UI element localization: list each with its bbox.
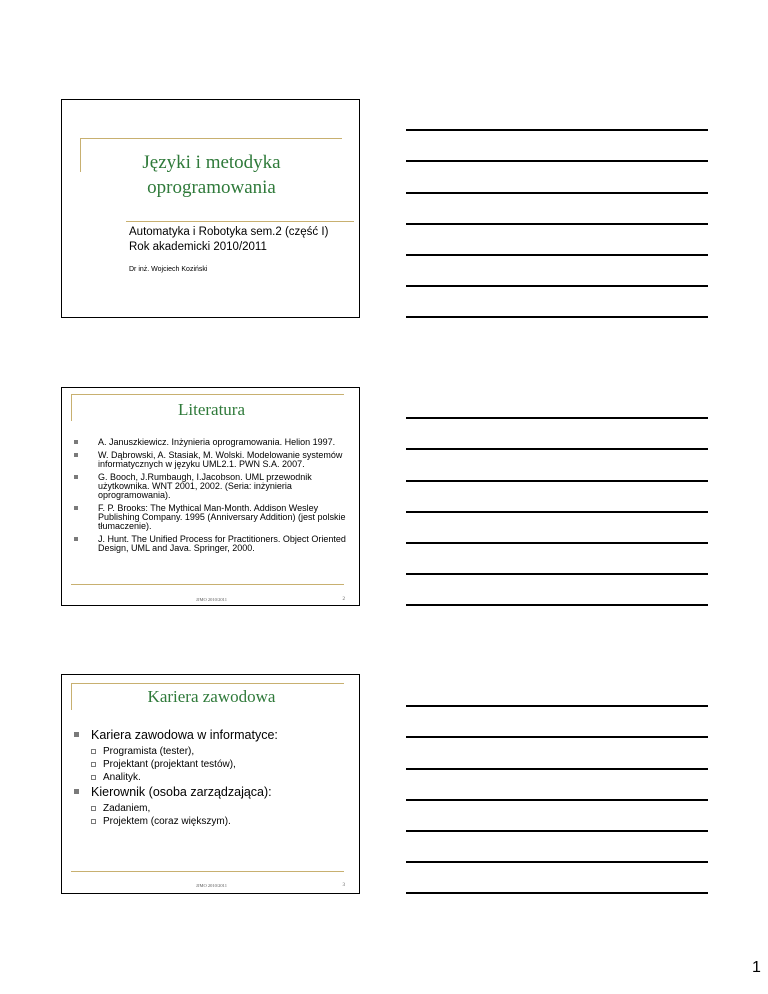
- sub-list-item-text: Programista (tester),: [103, 746, 195, 757]
- note-line: [406, 448, 708, 450]
- bullet-square-icon: [74, 732, 79, 737]
- decorative-rule: [71, 584, 344, 585]
- decorative-rule: [126, 221, 354, 222]
- decorative-rule: [80, 138, 342, 139]
- note-line: [406, 316, 708, 318]
- note-line: [406, 830, 708, 832]
- sub-list-item: [91, 745, 354, 758]
- list-item: [74, 473, 354, 500]
- note-line: [406, 799, 708, 801]
- bullet-square-icon: [74, 440, 78, 444]
- literature-list: [74, 438, 354, 557]
- sub-list-item-text: Zadaniem,: [103, 803, 151, 814]
- note-line: [406, 417, 708, 419]
- bullet-square-icon: [74, 475, 78, 479]
- slide-title-heading: [62, 150, 361, 200]
- subtitle-line: Automatyka i Robotyka sem.2 (część I): [129, 226, 329, 238]
- decorative-rule: [71, 683, 344, 684]
- sub-list: [91, 802, 354, 828]
- list-item: [74, 727, 354, 784]
- list-item-text: Kariera zawodowa w informatyce:: [91, 728, 278, 742]
- hollow-square-icon: [91, 819, 96, 824]
- list-item-text: J. Hunt. The Unified Process for Practitioners. Object Oriented Design, UML and Java. Springer, 2000.: [98, 534, 346, 553]
- note-line: [406, 254, 708, 256]
- sub-list-item-text: Analityk.: [103, 772, 141, 783]
- list-item-text: G. Booch, J.Rumbaugh, I.Jacobson. UML przewodnik użytkownika. WNT 2001, 2002. (Seria: inżynieria oprogramowania).: [98, 472, 312, 500]
- career-list: [74, 727, 354, 828]
- note-line: [406, 480, 708, 482]
- decorative-rule: [71, 394, 344, 395]
- list-item: [74, 535, 354, 553]
- note-line: [406, 736, 708, 738]
- slide-number: 2: [342, 597, 345, 602]
- note-line: [406, 768, 708, 770]
- note-line: [406, 705, 708, 707]
- decorative-rule: [71, 871, 344, 872]
- bullet-square-icon: [74, 453, 78, 457]
- slide-heading: Kariera zawodowa: [147, 687, 276, 706]
- author: Dr inż. Wojciech Koziński: [129, 266, 208, 273]
- list-item: [74, 504, 354, 531]
- hollow-square-icon: [91, 762, 96, 767]
- hollow-square-icon: [91, 806, 96, 811]
- slide-footer: JJMO 2010/2011: [196, 597, 227, 602]
- list-item: [74, 438, 354, 447]
- note-line: [406, 892, 708, 894]
- list-item-text: Kierownik (osoba zarządzająca):: [91, 785, 272, 799]
- sub-list-item-text: Projektem (coraz większym).: [103, 816, 231, 827]
- note-line: [406, 542, 708, 544]
- slide-number: 3: [342, 883, 345, 888]
- list-item-text: W. Dąbrowski, A. Stasiak, M. Wolski. Modelowanie systemów informatycznych w języku UML2.1. PWN S.A. 2007.: [98, 450, 343, 469]
- note-line: [406, 285, 708, 287]
- note-line: [406, 160, 708, 162]
- sub-list-item: [91, 815, 354, 828]
- hollow-square-icon: [91, 749, 96, 754]
- slide-literatura: [61, 387, 360, 606]
- note-line: [406, 192, 708, 194]
- subtitle-line: Rok akademicki 2010/2011: [129, 241, 267, 253]
- slide-footer: JJMO 2010/2011: [196, 883, 227, 888]
- note-line: [406, 573, 708, 575]
- slide-title: [61, 99, 360, 318]
- list-item-text: F. P. Brooks: The Mythical Man-Month. Addison Wesley Publishing Company. 1995 (Anniversary Addition) (jest polskie tłumaczenie).: [98, 503, 346, 531]
- list-item: [74, 784, 354, 828]
- bullet-square-icon: [74, 506, 78, 510]
- note-line: [406, 861, 708, 863]
- hollow-square-icon: [91, 775, 96, 780]
- sub-list-item: [91, 802, 354, 815]
- note-line: [406, 129, 708, 131]
- list-item-text: A. Januszkiewicz. Inżynieria oprogramowania. Helion 1997.: [98, 437, 336, 447]
- slide-heading: Literatura: [177, 400, 245, 419]
- bullet-square-icon: [74, 789, 79, 794]
- bullet-square-icon: [74, 537, 78, 541]
- note-line: [406, 223, 708, 225]
- list-item: [74, 451, 354, 469]
- note-line: [406, 511, 708, 513]
- sub-list-item: [91, 771, 354, 784]
- title-line: oprogramowania: [147, 177, 276, 198]
- title-line: Języki i metodyka: [142, 152, 281, 173]
- course-subtitle: [129, 225, 328, 255]
- page-number: 1: [752, 959, 761, 976]
- sub-list: [91, 745, 354, 784]
- sub-list-item: [91, 758, 354, 771]
- sub-list-item-text: Projektant (projektant testów),: [103, 759, 236, 770]
- slide-kariera: [61, 674, 360, 894]
- note-line: [406, 604, 708, 606]
